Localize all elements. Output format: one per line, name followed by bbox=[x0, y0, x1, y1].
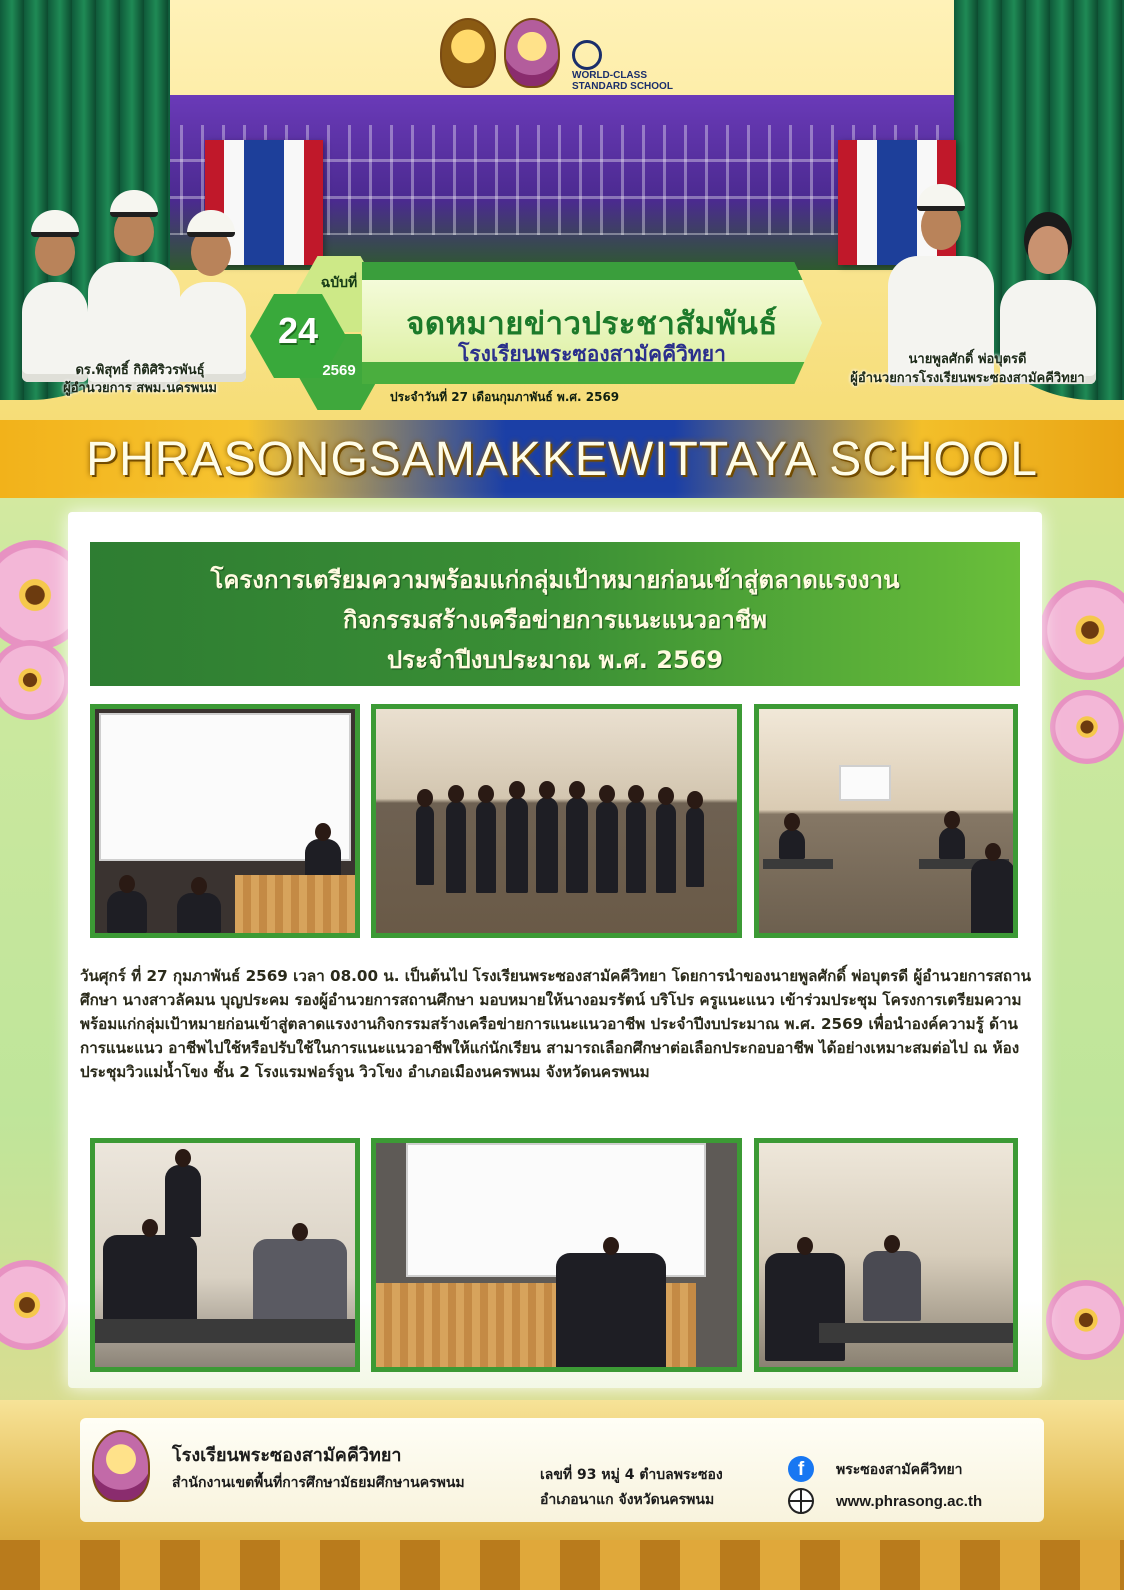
obec-logo bbox=[440, 18, 496, 88]
school-logo-footer bbox=[92, 1430, 150, 1502]
right-official-role: ผู้อำนวยการโรงเรียนพระซองสามัคคีวิทยา bbox=[850, 371, 1085, 386]
project-title-line2: กิจกรรมสร้างเครือข่ายการแนะแนวอาชีพ bbox=[343, 606, 767, 634]
school-name-english: PHRASONGSAMAKKEWITTAYA SCHOOL bbox=[86, 433, 1038, 486]
event-photo bbox=[90, 704, 360, 938]
website-link[interactable]: www.phrasong.ac.th bbox=[836, 1493, 983, 1510]
logo-group bbox=[440, 18, 690, 90]
project-title-line1: โครงการเตรียมความพร้อมแก่กลุ่มเป้าหมายก่อนเข้าสู่ตลาดแรงงาน bbox=[210, 566, 900, 594]
event-photo bbox=[371, 1138, 742, 1372]
footer-ornament-band bbox=[0, 1540, 1124, 1590]
footer-address-line1: เลขที่ 93 หมู่ 4 ตำบลพระซอง bbox=[540, 1467, 723, 1483]
right-official-caption bbox=[835, 350, 1100, 388]
newsletter-subtitle: โรงเรียนพระซองสามัคคีวิทยา bbox=[458, 342, 726, 366]
world-class-logo bbox=[572, 40, 690, 92]
footer-address-line2: อำเภอนาแก จังหวัดนครพนม bbox=[540, 1492, 715, 1508]
flower-decoration bbox=[1050, 690, 1124, 764]
right-official-name: นายพูลศักดิ์ พ่อบุตรดี bbox=[908, 352, 1027, 367]
globe-icon bbox=[572, 40, 602, 70]
event-photo bbox=[754, 1138, 1018, 1372]
flower-decoration bbox=[0, 1260, 72, 1350]
globe-icon[interactable] bbox=[788, 1488, 814, 1514]
issue-date: ประจำวันที่ 27 เดือนกุมภาพันธ์ พ.ศ. 2569 bbox=[390, 390, 620, 404]
event-photo bbox=[371, 704, 742, 938]
issue-number: 24 bbox=[277, 310, 319, 351]
issue-label: ฉบับที่ bbox=[320, 275, 358, 291]
footer-school-name: โรงเรียนพระซองสามัคคีวิทยา bbox=[172, 1445, 402, 1466]
header bbox=[0, 0, 1124, 420]
left-official-caption bbox=[40, 362, 240, 398]
school-logo bbox=[504, 18, 560, 88]
facebook-icon[interactable]: f bbox=[788, 1456, 814, 1482]
flower-decoration bbox=[1046, 1280, 1124, 1360]
event-photo bbox=[90, 1138, 360, 1372]
issue-year: 2569 bbox=[322, 362, 356, 379]
event-photo bbox=[754, 704, 1018, 938]
news-body-paragraph: วันศุกร์ ที่ 27 กุมภาพันธ์ 2569 เวลา 08.00 น. เป็นต้นไป โรงเรียนพระซองสามัคคีวิทยา โดยการนำของนายพูลศักดิ์ พ่อบุตรดี ผู้อำนวยการสถานศึกษา นางสาวลัคมน บุญประคม รองผู้อำนวยการสถานศึกษา มอบหมายให้นางอมรรัตน์ บริโปร ครูแนะแนว เข้าร่วมประชุม โครงการเตรียมความพร้อมแก่กลุ่มเป้าหมายก่อนเข้าสู่ตลาดแรงงานกิจกรรมสร้างเครือข่ายการแนะแนวอาชีพ ประจำปีงบประมาณ พ.ศ. 2569 เพื่อนำองค์ความรู้ ด้านการแนะแนว อาชีพไปใช้หรือปรับใช้ในการแนะแนวอาชีพให้แก่นักเรียน สามารถเลือกศึกษาต่อเลือกประกอบอาชีพ ได้อย่างเหมาะสมต่อไป ณ ห้องประชุมวิวแม่น้ำโขง ชั้น 2 โรงแรมฟอร์จูน วิวโขง อำเภอเมืองนครพนม จังหวัดนครพนม bbox=[80, 967, 1032, 1081]
footer-office-name: สำนักงานเขตพื้นที่การศึกษามัธยมศึกษานครพนม bbox=[172, 1475, 465, 1491]
flower-decoration bbox=[0, 640, 70, 720]
project-title-line3: ประจำปีงบประมาณ พ.ศ. 2569 bbox=[386, 646, 724, 674]
left-official-name: ดร.พิสุทธิ์ กิติศิริวรพันธุ์ bbox=[75, 363, 205, 378]
world-class-text: WORLD-CLASS STANDARD SCHOOL bbox=[572, 70, 673, 92]
newsletter-title: จดหมายข่าวประชาสัมพันธ์ bbox=[406, 306, 778, 342]
left-official-role: ผู้อำนวยการ สพม.นครพนม bbox=[63, 381, 217, 396]
facebook-page-link[interactable]: พระซองสามัคคีวิทยา bbox=[836, 1462, 963, 1478]
flower-decoration bbox=[1040, 580, 1124, 680]
